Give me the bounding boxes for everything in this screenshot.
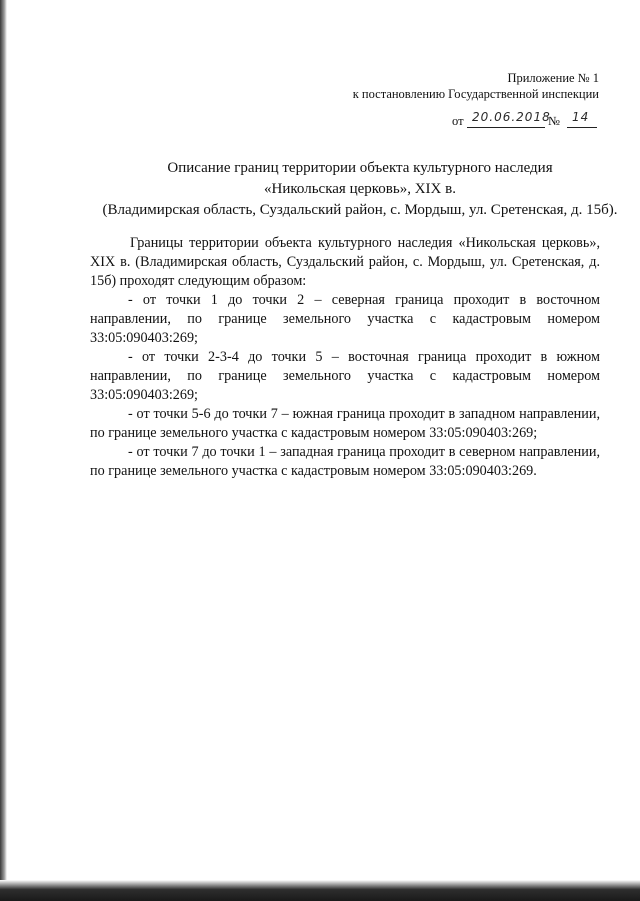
appendix-header <box>353 70 599 102</box>
intro-paragraph: Границы территории объекта культурного наследия «Никольская церковь», XIX в. (Владимирская область, Суздальский район, с. Мордыш, ул. Сретенская, д. 15б) проходят следующим образом: <box>90 235 600 289</box>
number-label: № <box>548 114 560 128</box>
boundary-item-south: - от точки 5-6 до точки 7 – южная граница проходит в западном направлении, по границе земельного участка с кадастровым номером 33:05:090403:269; <box>90 406 600 441</box>
resolution-date-line <box>452 110 602 132</box>
scan-bottom-edge <box>0 880 640 901</box>
title-line-2: «Никольская церковь», XIX в. <box>264 181 456 197</box>
boundary-item-east: - от точки 2-3-4 до точки 5 – восточная граница проходит в южном направлении, по границе земельного участка с кадастровым номером 33:05:090403:269; <box>90 349 600 403</box>
number-underline <box>567 127 597 128</box>
appendix-number: Приложение № 1 <box>507 71 599 85</box>
date-underline <box>467 127 545 128</box>
boundary-item-west: - от точки 7 до точки 1 – западная граница проходит в северном направлении, по границе земельного участка с кадастровым номером 33:05:090403:269. <box>90 444 600 479</box>
document-title <box>60 158 640 221</box>
scan-left-edge <box>0 0 7 901</box>
document-body <box>90 234 600 481</box>
title-line-1: Описание границ территории объекта культурного наследия <box>167 160 553 176</box>
appendix-resolution: к постановлению Государственной инспекции <box>352 87 599 101</box>
title-line-3: (Владимирская область, Суздальский район, с. Мордыш, ул. Сретенская, д. 15б). <box>102 202 618 218</box>
date-label: от <box>452 114 464 128</box>
boundary-item-north: - от точки 1 до точки 2 – северная граница проходит в восточном направлении, по границе земельного участка с кадастровым номером 33:05:090403:269; <box>90 292 600 346</box>
handwritten-date: 20.06.2018 <box>472 110 551 124</box>
handwritten-number: 14 <box>572 110 590 124</box>
